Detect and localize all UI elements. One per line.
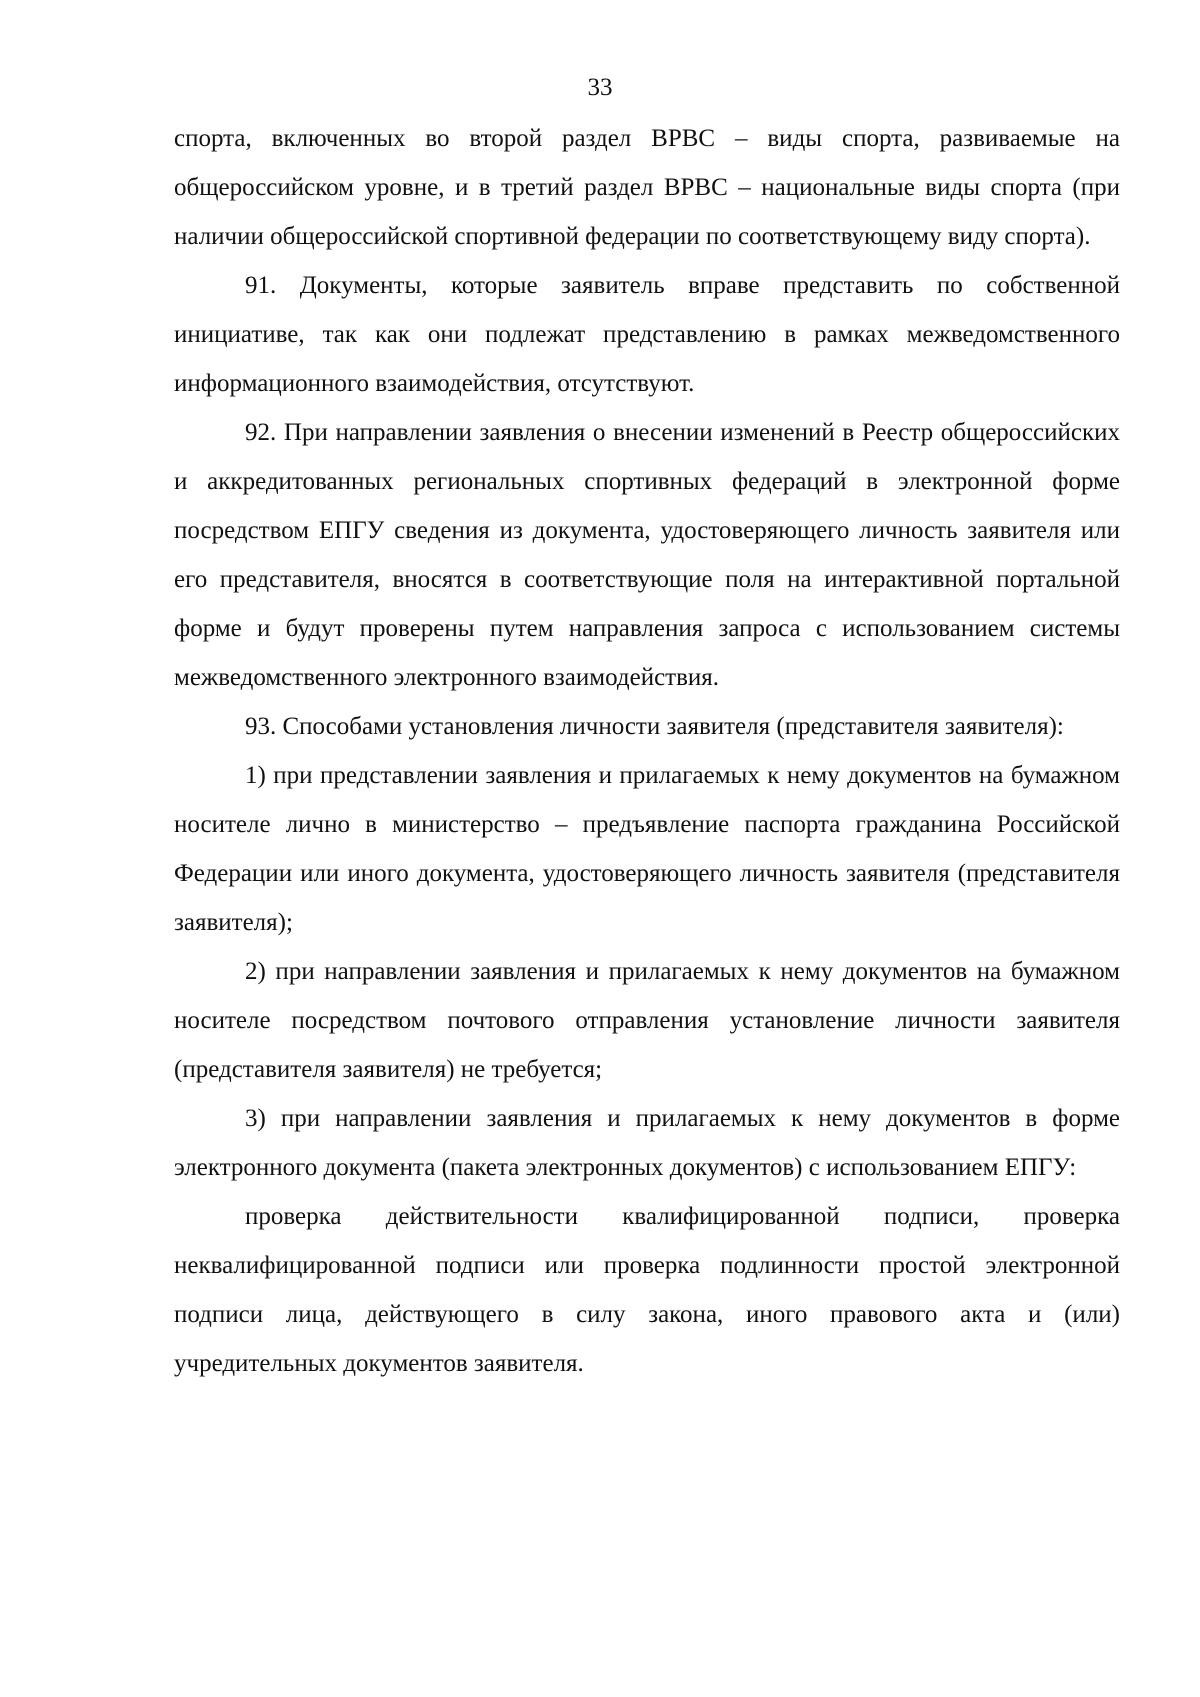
paragraph-continuation: спорта, включенных во второй раздел ВРВС – виды спорта, развиваемые на общероссийском уровне, и в третий раздел ВРВС – национальные виды спорта (при наличии общероссийской спортивной федерации по соответствующему виду спорта).	[174, 125, 1120, 250]
paragraph-93: 93. Способами установления личности заявителя (представителя заявителя):	[245, 713, 1064, 740]
page-number: 33	[587, 74, 613, 101]
document-body	[174, 114, 1120, 1388]
paragraph-92: 92. При направлении заявления о внесении изменений в Реестр общероссийских и аккредитованных региональных спортивных федераций в электронной форме посредством ЕПГУ сведения из документа, удостоверяющего личность заявителя или его представителя, вносятся в соответствующие поля на интерактивной портальной форме и будут проверены путем направления запроса с использованием системы межведомственного электронного взаимодействия.	[174, 419, 1120, 691]
list-item-1: 1) при представлении заявления и прилагаемых к нему документов на бумажном носителе лично в министерство – предъявление паспорта гражданина Российской Федерации или иного документа, удостоверяющего личность заявителя (представителя заявителя);	[174, 762, 1120, 936]
list-item-2: 2) при направлении заявления и прилагаемых к нему документов на бумажном носителе посредством почтового отправления установление личности заявителя (представителя заявителя) не требуется;	[174, 958, 1120, 1083]
paragraph-signature-check: проверка действительности квалифицированной подписи, проверка неквалифицированной подписи или проверка подлинности простой электронной подписи лица, действующего в силу закона, иного правового акта и (или) учредительных документов заявителя.	[174, 1203, 1120, 1377]
paragraph-91: 91. Документы, которые заявитель вправе представить по собственной инициативе, так как они подлежат представлению в рамках межведомственного информационного взаимодействия, отсутствуют.	[174, 272, 1120, 397]
list-item-3: 3) при направлении заявления и прилагаемых к нему документов в форме электронного документа (пакета электронных документов) с использованием ЕПГУ:	[174, 1105, 1120, 1181]
